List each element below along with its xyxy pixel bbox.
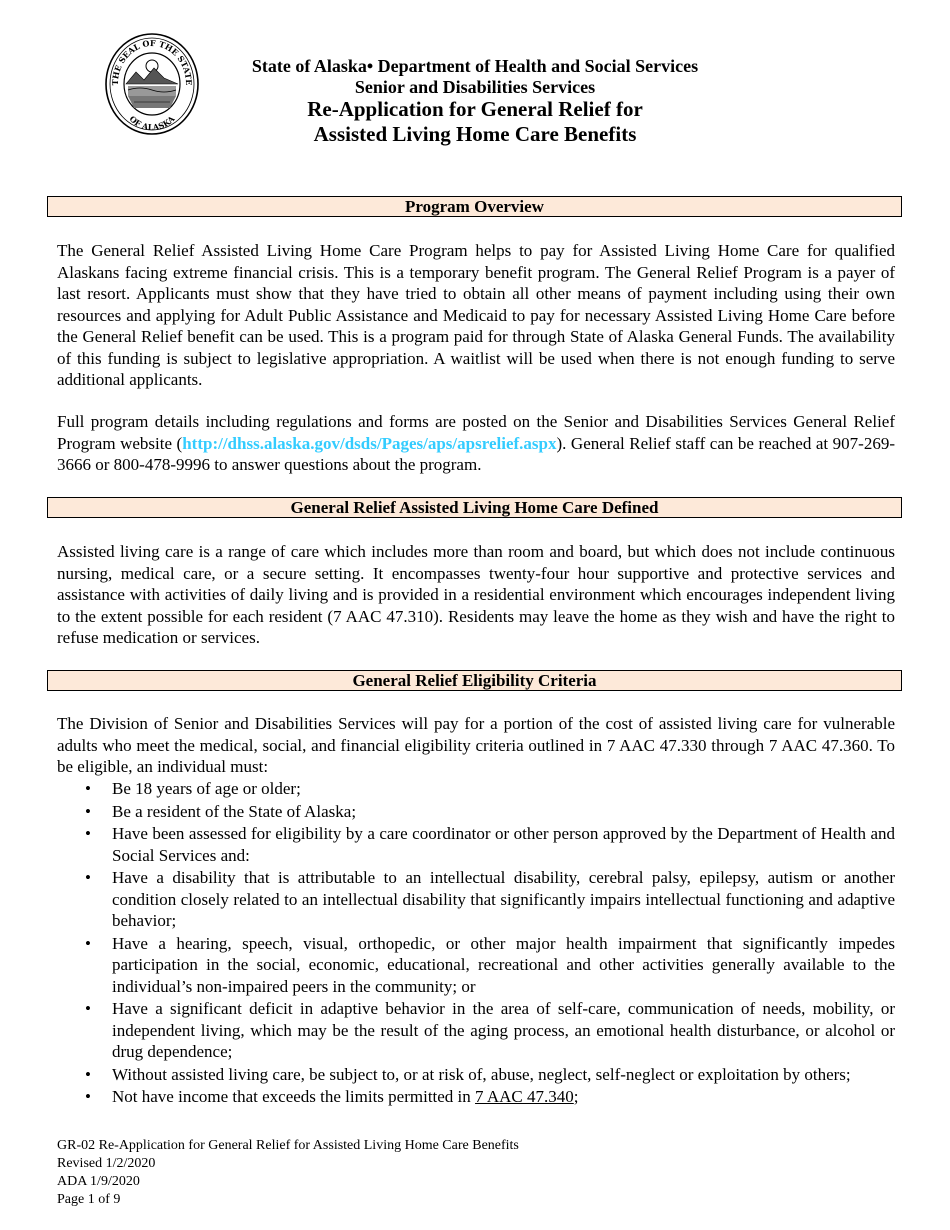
agency-line: State of Alaska• Department of Health and Social Services bbox=[251, 56, 699, 76]
list-item: • Be 18 years of age or older; bbox=[85, 779, 301, 798]
list-item: • Be a resident of the State of Alaska; bbox=[85, 801, 357, 821]
eligibility-criteria-heading: General Relief Eligibility Criteria bbox=[47, 670, 902, 691]
page-number: Page 1 of 9 bbox=[57, 1192, 121, 1207]
svg-text:THE SEAL OF THE STATE: THE SEAL OF THE STATE bbox=[109, 37, 195, 86]
document-header bbox=[150, 56, 800, 147]
svg-text:OF ALASKA: OF ALASKA bbox=[127, 113, 177, 133]
list-item: • Have a disability that is attributable to an intellectual disability, cerebral palsy, epilepsy, autism or another condition closely related to an intellectual disability that significantly impairs intellectual functioning and adaptive behavior; bbox=[85, 868, 895, 930]
document-subtitle: Assisted Living Home Care Benefits bbox=[313, 122, 637, 146]
eligibility-criteria-list bbox=[57, 778, 895, 1109]
list-item: • Have a hearing, speech, visual, orthopedic, or other major health impairment that significantly impedes participation in the social, economic, educational, recreational and other activities generally available to the individual’s non-impaired peers in the community; or bbox=[85, 933, 895, 996]
revised-date: Revised 1/2/2020 bbox=[57, 1156, 156, 1171]
care-defined-heading: General Relief Assisted Living Home Care Defined bbox=[47, 497, 902, 518]
program-overview-heading: Program Overview bbox=[47, 196, 902, 217]
program-website-link[interactable]: http://dhss.alaska.gov/dsds/Pages/aps/apsrelief.aspx bbox=[182, 433, 557, 453]
overview-paragraph-2: Full program details including regulations and forms are posted on the Senior and Disabilities Services General Relief Program website (http://dhss.alaska.gov/dsds/Pages/aps/apsrelief.aspx). General Relief staff can be reached at 907-269-3666 or 800-478-9996 to answer questions about the program. bbox=[57, 412, 895, 474]
page-footer bbox=[57, 1137, 519, 1209]
eligibility-paragraph: The Division of Senior and Disabilities Services will pay for a portion of the cost of assisted living care for vulnerable adults who meet the medical, social, and financial eligibility criteria outlined in 7 AAC 47.330 through 7 AAC 47.360. To be eligible, an individual must: bbox=[57, 714, 895, 776]
list-item: • Have been assessed for eligibility by a care coordinator or other person approved by the Department of Health and Social Services and: bbox=[85, 824, 895, 865]
list-item: • Without assisted living care, be subject to, or at risk of, abuse, neglect, self-neglect or exploitation by others; bbox=[85, 1064, 851, 1084]
care-defined-paragraph: Assisted living care is a range of care which includes more than room and board, but which does not include continuous nursing, medical care, or a secure setting. It encompasses twenty-four hour supportive and protective services and assistance with activities of daily living and is provided in a residential environment which encourages independent living to the extent possible for each resident (7 AAC 47.310). Residents may leave the home as they wish and have the right to refuse medication or services. bbox=[57, 542, 895, 647]
regulation-reference: 7 AAC 47.340 bbox=[475, 1087, 574, 1106]
list-item: • Have a significant deficit in adaptive behavior in the area of self-care, communication of needs, mobility, or independent living, which may be the result of the aging process, an emotional health disturbance, or alcohol or drug dependence; bbox=[85, 999, 895, 1061]
list-item: • Not have income that exceeds the limits permitted in 7 AAC 47.340; bbox=[85, 1087, 579, 1106]
document-title: Re-Application for General Relief for bbox=[307, 97, 643, 121]
overview-paragraph-1: The General Relief Assisted Living Home Care Program helps to pay for Assisted Living Home Care for qualified Alaskans facing extreme financial crisis. This is a temporary benefit program. The General Relief Program is a payer of last resort. Applicants must show that they have tried to obtain all other means of payment including using their own resources and applying for Adult Public Assistance and Medicaid to pay for necessary Assisted Living Home Care before the General Relief benefit can be used. This is a program paid for through State of Alaska General Funds. The availability of this funding is subject to legislative appropriation. A waitlist will be used when there is not enough funding to serve additional applicants. bbox=[57, 241, 895, 389]
ada-date: ADA 1/9/2020 bbox=[57, 1174, 140, 1189]
form-id-line: GR-02 Re-Application for General Relief for Assisted Living Home Care Benefits bbox=[57, 1138, 519, 1153]
division-line: Senior and Disabilities Services bbox=[354, 77, 596, 97]
